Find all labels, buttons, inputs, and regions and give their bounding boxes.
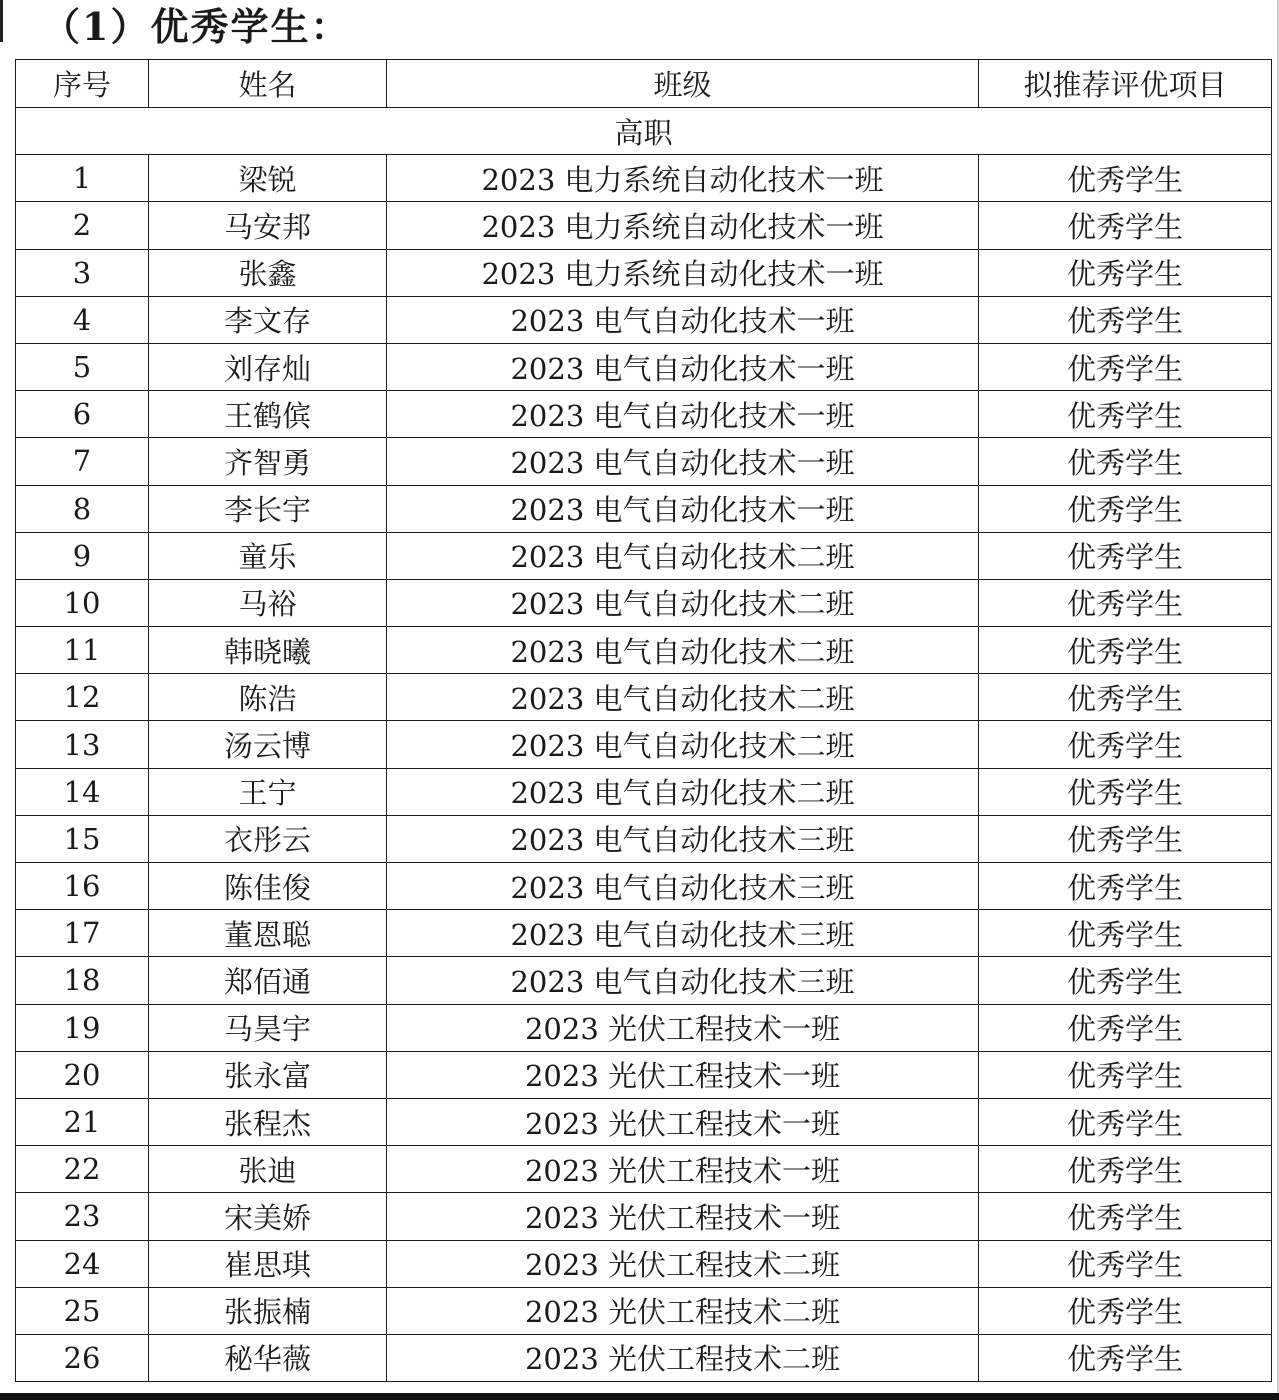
student-name: 王鹤傧 <box>149 391 387 438</box>
class-name: 2023 电气自动化技术二班 <box>387 579 979 626</box>
table-row <box>16 1004 1272 1051</box>
row-index: 5 <box>16 343 149 390</box>
row-index: 6 <box>16 391 149 438</box>
award-item: 优秀学生 <box>979 1004 1272 1051</box>
table-row <box>16 155 1272 202</box>
award-item: 优秀学生 <box>979 1334 1272 1381</box>
row-index: 8 <box>16 485 149 532</box>
table-row <box>16 579 1272 626</box>
row-index: 16 <box>16 863 149 910</box>
table-row <box>16 1287 1272 1334</box>
award-item: 优秀学生 <box>979 1240 1272 1287</box>
award-item: 优秀学生 <box>979 768 1272 815</box>
class-name: 2023 电气自动化技术三班 <box>387 863 979 910</box>
table-body <box>16 108 1272 1382</box>
award-item: 优秀学生 <box>979 1287 1272 1334</box>
student-name: 张迪 <box>149 1146 387 1193</box>
table-row <box>16 532 1272 579</box>
row-index: 11 <box>16 627 149 674</box>
class-name: 2023 光伏工程技术一班 <box>387 1146 979 1193</box>
row-index: 24 <box>16 1240 149 1287</box>
class-name: 2023 电气自动化技术二班 <box>387 627 979 674</box>
award-item: 优秀学生 <box>979 674 1272 721</box>
row-index: 17 <box>16 910 149 957</box>
student-name: 李文存 <box>149 296 387 343</box>
student-name: 马裕 <box>149 579 387 626</box>
class-name: 2023 电气自动化技术二班 <box>387 768 979 815</box>
table-row <box>16 863 1272 910</box>
award-item: 优秀学生 <box>979 155 1272 202</box>
student-name: 衣彤云 <box>149 815 387 862</box>
class-name: 2023 光伏工程技术二班 <box>387 1240 979 1287</box>
header-name: 姓名 <box>149 60 387 108</box>
award-item: 优秀学生 <box>979 1146 1272 1193</box>
class-name: 2023 电气自动化技术一班 <box>387 296 979 343</box>
header-award: 拟推荐评优项目 <box>979 60 1272 108</box>
class-name: 2023 光伏工程技术一班 <box>387 1193 979 1240</box>
student-name: 梁锐 <box>149 155 387 202</box>
row-index: 14 <box>16 768 149 815</box>
row-index: 19 <box>16 1004 149 1051</box>
student-name: 马昊宇 <box>149 1004 387 1051</box>
student-name: 秘华薇 <box>149 1334 387 1381</box>
class-name: 2023 电气自动化技术二班 <box>387 721 979 768</box>
student-name: 王宁 <box>149 768 387 815</box>
class-name: 2023 光伏工程技术一班 <box>387 1098 979 1145</box>
row-index: 1 <box>16 155 149 202</box>
class-name: 2023 光伏工程技术二班 <box>387 1334 979 1381</box>
student-name: 张振楠 <box>149 1287 387 1334</box>
award-item: 优秀学生 <box>979 957 1272 1004</box>
table-row <box>16 296 1272 343</box>
group-row <box>16 108 1272 155</box>
table-row <box>16 768 1272 815</box>
class-name: 2023 电气自动化技术三班 <box>387 910 979 957</box>
table-row <box>16 1193 1272 1240</box>
row-index: 25 <box>16 1287 149 1334</box>
award-item: 优秀学生 <box>979 1193 1272 1240</box>
student-name: 宋美娇 <box>149 1193 387 1240</box>
table-row <box>16 1334 1272 1381</box>
award-item: 优秀学生 <box>979 249 1272 296</box>
row-index: 4 <box>16 296 149 343</box>
table-row <box>16 391 1272 438</box>
row-index: 2 <box>16 202 149 249</box>
award-item: 优秀学生 <box>979 438 1272 485</box>
table-row <box>16 438 1272 485</box>
award-item: 优秀学生 <box>979 1098 1272 1145</box>
student-name: 董恩聪 <box>149 910 387 957</box>
row-index: 3 <box>16 249 149 296</box>
student-name: 汤云博 <box>149 721 387 768</box>
award-item: 优秀学生 <box>979 579 1272 626</box>
student-name: 童乐 <box>149 532 387 579</box>
header-index: 序号 <box>16 60 149 108</box>
table-row <box>16 249 1272 296</box>
award-item: 优秀学生 <box>979 296 1272 343</box>
table-row <box>16 815 1272 862</box>
table-row <box>16 674 1272 721</box>
student-name: 李长宇 <box>149 485 387 532</box>
class-name: 2023 电力系统自动化技术一班 <box>387 155 979 202</box>
class-name: 2023 电气自动化技术三班 <box>387 815 979 862</box>
award-item: 优秀学生 <box>979 1051 1272 1098</box>
class-name: 2023 光伏工程技术二班 <box>387 1287 979 1334</box>
student-name: 张鑫 <box>149 249 387 296</box>
class-name: 2023 电气自动化技术三班 <box>387 957 979 1004</box>
student-name: 郑佰通 <box>149 957 387 1004</box>
row-index: 13 <box>16 721 149 768</box>
table-row <box>16 1051 1272 1098</box>
award-item: 优秀学生 <box>979 343 1272 390</box>
award-item: 优秀学生 <box>979 485 1272 532</box>
row-index: 12 <box>16 674 149 721</box>
section-heading: （1）优秀学生： <box>42 4 351 49</box>
award-item: 优秀学生 <box>979 721 1272 768</box>
table-row <box>16 1240 1272 1287</box>
table-row <box>16 627 1272 674</box>
award-item: 优秀学生 <box>979 910 1272 957</box>
award-item: 优秀学生 <box>979 391 1272 438</box>
page-bottom-border <box>0 1393 1279 1400</box>
student-name: 陈浩 <box>149 674 387 721</box>
award-item: 优秀学生 <box>979 627 1272 674</box>
student-name: 张程杰 <box>149 1098 387 1145</box>
row-index: 10 <box>16 579 149 626</box>
table-header-row <box>16 60 1272 108</box>
table-row <box>16 1098 1272 1145</box>
student-name: 齐智勇 <box>149 438 387 485</box>
row-index: 9 <box>16 532 149 579</box>
student-name: 马安邦 <box>149 202 387 249</box>
class-name: 2023 电气自动化技术一班 <box>387 438 979 485</box>
row-index: 21 <box>16 1098 149 1145</box>
row-index: 15 <box>16 815 149 862</box>
student-name: 陈佳俊 <box>149 863 387 910</box>
row-index: 18 <box>16 957 149 1004</box>
table-row <box>16 910 1272 957</box>
award-item: 优秀学生 <box>979 532 1272 579</box>
student-name: 韩晓曦 <box>149 627 387 674</box>
row-index: 20 <box>16 1051 149 1098</box>
class-name: 2023 电气自动化技术一班 <box>387 485 979 532</box>
award-item: 优秀学生 <box>979 202 1272 249</box>
class-name: 2023 电气自动化技术二班 <box>387 674 979 721</box>
page-left-border <box>0 0 3 42</box>
table-row <box>16 202 1272 249</box>
table-row <box>16 721 1272 768</box>
table-row <box>16 485 1272 532</box>
table-row <box>16 957 1272 1004</box>
header-class: 班级 <box>387 60 979 108</box>
class-name: 2023 电气自动化技术一班 <box>387 391 979 438</box>
group-label: 高职 <box>16 108 1272 155</box>
class-name: 2023 光伏工程技术一班 <box>387 1051 979 1098</box>
class-name: 2023 电力系统自动化技术一班 <box>387 202 979 249</box>
student-name: 张永富 <box>149 1051 387 1098</box>
award-item: 优秀学生 <box>979 815 1272 862</box>
student-table <box>15 59 1272 1382</box>
row-index: 26 <box>16 1334 149 1381</box>
class-name: 2023 电气自动化技术一班 <box>387 343 979 390</box>
student-name: 崔思琪 <box>149 1240 387 1287</box>
award-item: 优秀学生 <box>979 863 1272 910</box>
row-index: 23 <box>16 1193 149 1240</box>
student-name: 刘存灿 <box>149 343 387 390</box>
row-index: 7 <box>16 438 149 485</box>
table-row <box>16 1146 1272 1193</box>
class-name: 2023 光伏工程技术一班 <box>387 1004 979 1051</box>
class-name: 2023 电气自动化技术二班 <box>387 532 979 579</box>
row-index: 22 <box>16 1146 149 1193</box>
class-name: 2023 电力系统自动化技术一班 <box>387 249 979 296</box>
table-row <box>16 343 1272 390</box>
